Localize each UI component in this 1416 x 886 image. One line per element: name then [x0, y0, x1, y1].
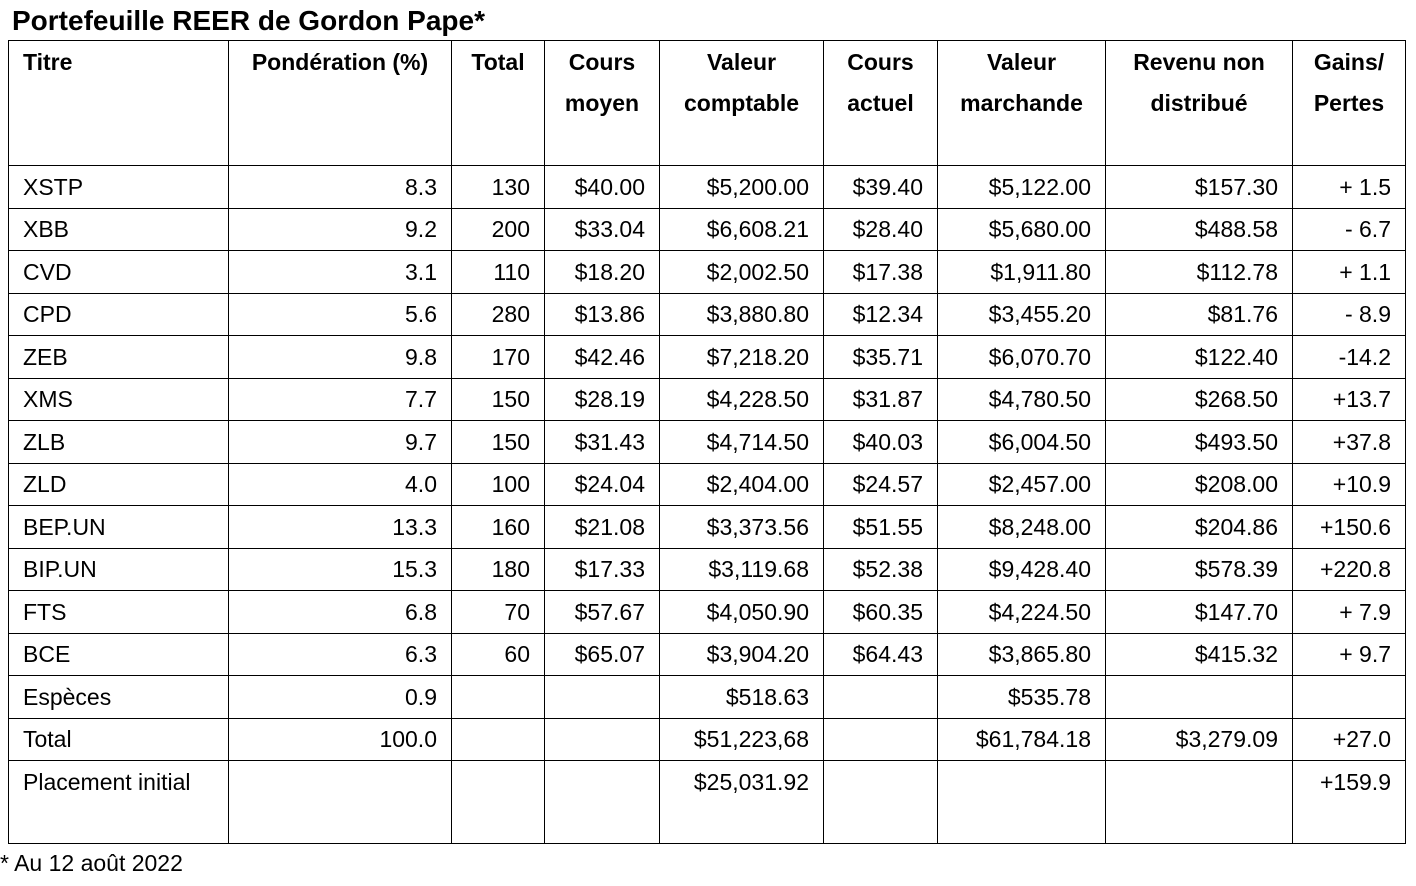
titre-cell: CPD	[9, 293, 229, 336]
revenu-cell: $81.76	[1106, 293, 1293, 336]
table-row	[9, 208, 1406, 251]
especes-row	[9, 676, 1406, 719]
especes-valeur-marchande: $535.78	[938, 676, 1106, 719]
revenu-cell: $415.32	[1106, 633, 1293, 676]
gains-pertes-cell: +220.8	[1293, 548, 1406, 591]
empty-cell	[452, 676, 545, 719]
revenu-cell: $112.78	[1106, 251, 1293, 294]
especes-ponderation: 0.9	[229, 676, 452, 719]
gains-pertes-cell: - 8.9	[1293, 293, 1406, 336]
total-cell: 180	[452, 548, 545, 591]
page-title: Portefeuille REER de Gordon Pape*	[12, 5, 485, 36]
gains-pertes-cell: + 1.5	[1293, 166, 1406, 209]
titre-cell: XBB	[9, 208, 229, 251]
cours-actuel-cell: $31.87	[824, 378, 938, 421]
ponderation-cell: 9.8	[229, 336, 452, 379]
total-cell: 60	[452, 633, 545, 676]
ponderation-cell: 8.3	[229, 166, 452, 209]
valeur-comptable-cell: $3,904.20	[660, 633, 824, 676]
cours-actuel-cell: $35.71	[824, 336, 938, 379]
cours-moyen-cell: $24.04	[545, 463, 660, 506]
valeur-marchande-cell: $4,780.50	[938, 378, 1106, 421]
total-gains-pertes: +27.0	[1293, 718, 1406, 761]
cours-actuel-cell: $24.57	[824, 463, 938, 506]
cours-moyen-cell: $21.08	[545, 506, 660, 549]
col-header-cours-actuel: Cours actuel	[824, 41, 938, 166]
total-cell: 110	[452, 251, 545, 294]
col-header-cours-moyen: Cours moyen	[545, 41, 660, 166]
valeur-comptable-cell: $4,228.50	[660, 378, 824, 421]
table-row	[9, 463, 1406, 506]
gains-pertes-cell: +13.7	[1293, 378, 1406, 421]
revenu-cell: $493.50	[1106, 421, 1293, 464]
total-label: Total	[9, 718, 229, 761]
cours-actuel-cell: $52.38	[824, 548, 938, 591]
cours-moyen-cell: $42.46	[545, 336, 660, 379]
titre-cell: CVD	[9, 251, 229, 294]
gains-pertes-cell: - 6.7	[1293, 208, 1406, 251]
especes-valeur-comptable: $518.63	[660, 676, 824, 719]
ponderation-cell: 6.8	[229, 591, 452, 634]
empty-cell	[452, 761, 545, 844]
revenu-cell: $122.40	[1106, 336, 1293, 379]
table-row	[9, 591, 1406, 634]
titre-cell: ZEB	[9, 336, 229, 379]
cours-actuel-cell: $60.35	[824, 591, 938, 634]
cours-actuel-cell: $12.34	[824, 293, 938, 336]
valeur-comptable-cell: $6,608.21	[660, 208, 824, 251]
gains-pertes-cell: +37.8	[1293, 421, 1406, 464]
gains-pertes-cell: + 1.1	[1293, 251, 1406, 294]
ponderation-cell: 15.3	[229, 548, 452, 591]
valeur-comptable-cell: $3,119.68	[660, 548, 824, 591]
footnote: * Au 12 août 2022	[0, 850, 183, 876]
revenu-cell: $488.58	[1106, 208, 1293, 251]
titre-cell: ZLB	[9, 421, 229, 464]
revenu-cell: $268.50	[1106, 378, 1293, 421]
cours-moyen-cell: $40.00	[545, 166, 660, 209]
valeur-comptable-cell: $3,373.56	[660, 506, 824, 549]
cours-moyen-cell: $28.19	[545, 378, 660, 421]
empty-cell	[1293, 676, 1406, 719]
valeur-comptable-cell: $7,218.20	[660, 336, 824, 379]
total-revenu: $3,279.09	[1106, 718, 1293, 761]
total-cell: 160	[452, 506, 545, 549]
revenu-cell: $204.86	[1106, 506, 1293, 549]
titre-cell: BIP.UN	[9, 548, 229, 591]
total-cell: 280	[452, 293, 545, 336]
empty-cell	[1106, 761, 1293, 844]
valeur-marchande-cell: $2,457.00	[938, 463, 1106, 506]
titre-cell: XMS	[9, 378, 229, 421]
total-cell: 170	[452, 336, 545, 379]
cours-actuel-cell: $39.40	[824, 166, 938, 209]
total-row	[9, 718, 1406, 761]
valeur-marchande-cell: $1,911.80	[938, 251, 1106, 294]
empty-cell	[545, 761, 660, 844]
cours-moyen-cell: $31.43	[545, 421, 660, 464]
gains-pertes-cell: +150.6	[1293, 506, 1406, 549]
total-valeur-comptable: $51,223,68	[660, 718, 824, 761]
col-header-total: Total	[452, 41, 545, 166]
titre-cell: XSTP	[9, 166, 229, 209]
cours-actuel-cell: $28.40	[824, 208, 938, 251]
valeur-marchande-cell: $5,680.00	[938, 208, 1106, 251]
especes-label: Espèces	[9, 676, 229, 719]
cours-actuel-cell: $17.38	[824, 251, 938, 294]
table-row	[9, 293, 1406, 336]
total-ponderation: 100.0	[229, 718, 452, 761]
total-cell: 150	[452, 378, 545, 421]
ponderation-cell: 9.2	[229, 208, 452, 251]
titre-cell: BCE	[9, 633, 229, 676]
valeur-comptable-cell: $4,714.50	[660, 421, 824, 464]
col-header-ponderation: Pondération (%)	[229, 41, 452, 166]
ponderation-cell: 3.1	[229, 251, 452, 294]
ponderation-cell: 5.6	[229, 293, 452, 336]
revenu-cell: $147.70	[1106, 591, 1293, 634]
cours-actuel-cell: $64.43	[824, 633, 938, 676]
total-cell: 130	[452, 166, 545, 209]
placement-gains-pertes: +159.9	[1293, 761, 1406, 844]
valeur-marchande-cell: $9,428.40	[938, 548, 1106, 591]
empty-cell	[938, 761, 1106, 844]
valeur-marchande-cell: $4,224.50	[938, 591, 1106, 634]
col-header-valeur-marchande: Valeur marchande	[938, 41, 1106, 166]
portfolio-table	[8, 40, 1406, 844]
col-header-gains-pertes: Gains/ Pertes	[1293, 41, 1406, 166]
total-cell: 70	[452, 591, 545, 634]
cours-moyen-cell: $18.20	[545, 251, 660, 294]
placement-valeur-comptable: $25,031.92	[660, 761, 824, 844]
empty-cell	[824, 718, 938, 761]
valeur-marchande-cell: $3,865.80	[938, 633, 1106, 676]
empty-cell	[1106, 676, 1293, 719]
empty-cell	[452, 718, 545, 761]
revenu-cell: $578.39	[1106, 548, 1293, 591]
col-header-revenu: Revenu non distribué	[1106, 41, 1293, 166]
titre-cell: ZLD	[9, 463, 229, 506]
cours-moyen-cell: $13.86	[545, 293, 660, 336]
cours-moyen-cell: $33.04	[545, 208, 660, 251]
cours-moyen-cell: $57.67	[545, 591, 660, 634]
total-cell: 100	[452, 463, 545, 506]
valeur-marchande-cell: $3,455.20	[938, 293, 1106, 336]
valeur-comptable-cell: $5,200.00	[660, 166, 824, 209]
empty-cell	[545, 718, 660, 761]
gains-pertes-cell: -14.2	[1293, 336, 1406, 379]
valeur-comptable-cell: $4,050.90	[660, 591, 824, 634]
total-cell: 150	[452, 421, 545, 464]
table-row	[9, 633, 1406, 676]
revenu-cell: $208.00	[1106, 463, 1293, 506]
col-header-titre: Titre	[9, 41, 229, 166]
table-row	[9, 378, 1406, 421]
table-row	[9, 166, 1406, 209]
placement-initial-row	[9, 761, 1406, 844]
empty-cell	[824, 761, 938, 844]
cours-actuel-cell: $51.55	[824, 506, 938, 549]
valeur-marchande-cell: $6,004.50	[938, 421, 1106, 464]
col-header-valeur-comptable: Valeur comptable	[660, 41, 824, 166]
empty-cell	[824, 676, 938, 719]
table-row	[9, 506, 1406, 549]
table-row	[9, 548, 1406, 591]
valeur-marchande-cell: $6,070.70	[938, 336, 1106, 379]
total-cell: 200	[452, 208, 545, 251]
empty-cell	[229, 761, 452, 844]
placement-label: Placement initial	[9, 761, 229, 844]
valeur-comptable-cell: $2,404.00	[660, 463, 824, 506]
revenu-cell: $157.30	[1106, 166, 1293, 209]
valeur-comptable-cell: $2,002.50	[660, 251, 824, 294]
table-row	[9, 336, 1406, 379]
table-row	[9, 421, 1406, 464]
cours-actuel-cell: $40.03	[824, 421, 938, 464]
cours-moyen-cell: $17.33	[545, 548, 660, 591]
ponderation-cell: 9.7	[229, 421, 452, 464]
gains-pertes-cell: + 9.7	[1293, 633, 1406, 676]
ponderation-cell: 13.3	[229, 506, 452, 549]
empty-cell	[545, 676, 660, 719]
titre-cell: FTS	[9, 591, 229, 634]
table-row	[9, 251, 1406, 294]
gains-pertes-cell: + 7.9	[1293, 591, 1406, 634]
titre-cell: BEP.UN	[9, 506, 229, 549]
ponderation-cell: 4.0	[229, 463, 452, 506]
valeur-comptable-cell: $3,880.80	[660, 293, 824, 336]
valeur-marchande-cell: $8,248.00	[938, 506, 1106, 549]
valeur-marchande-cell: $5,122.00	[938, 166, 1106, 209]
gains-pertes-cell: +10.9	[1293, 463, 1406, 506]
ponderation-cell: 6.3	[229, 633, 452, 676]
ponderation-cell: 7.7	[229, 378, 452, 421]
header-row	[9, 41, 1406, 166]
cours-moyen-cell: $65.07	[545, 633, 660, 676]
total-valeur-marchande: $61,784.18	[938, 718, 1106, 761]
